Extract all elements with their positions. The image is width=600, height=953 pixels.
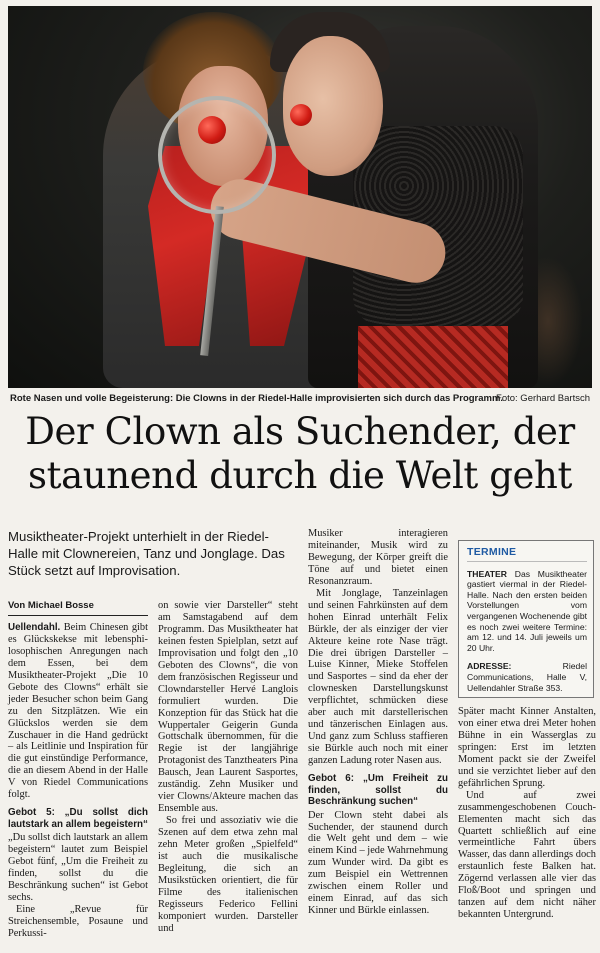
col2-paragraph-1: on sowie vier Darsteller“ steht am Samstagabend auf dem Programm. Das Musiktheater hat keinen festen Spielplan, setzt auf Improvisation und folgt den „10 Geboten des Clowns“, die von dem französischen Regisseur und Clowndarsteller Hervé Langlois formuliert wurden. Die Konzeption für das Stück hat die Wuppertaler Geigerin Gunda Gottschalk übernommen, für die Regie ist der langjährige Protagonist des Tanztheaters Pina Bausch, Jean Laurent Sasportes, zuständig. Zehn Musiker und vier Clowns/Akteure machen das Ensemble aus. (158, 600, 298, 815)
col1-paragraph-2: „Du sollst dich lautstark an allem begeistern“ lautet zum Beispiel Gebot fünf, „Um die Freiheit zu finden, sollst du die Beschränkung suchen“ ist Gebot sechs. (8, 832, 148, 904)
magnifying-glass (158, 96, 276, 214)
adresse-text: Riedel Communications, Halle V, Uellendahler Straße 353. (467, 661, 587, 693)
headline-line-2: staunend durch die Welt geht (28, 454, 572, 497)
photo-credit: Foto: Gerhard Bartsch (496, 393, 590, 404)
headline-line-1: Der Clown als Suchender, der (25, 410, 575, 453)
subhead-gebot-6: Gebot 6: „Um Freiheit zu finden, sollst du Beschränkung suchen“ (308, 773, 448, 808)
clowns-photo (8, 6, 592, 388)
col1-paragraph-3: Eine „Revue für Streichensemble, Posaune und Perkussi- (8, 903, 148, 939)
column-1 (8, 600, 148, 940)
column-4 (458, 706, 596, 921)
col1-paragraph-1: Beim Chinesen gibt es Glückskekse mit lebensphi-losophischen Anregungen nach dem Essen, bei dem Musiktheater-Projekt „Die 10 Gebote des Clowns“ erhält sie jeder Besucher schon beim Gang zu den Sitzplätzen. Wie ein Glückslos werden sie dem Zuschauer in die Hand gedrückt – als Leitlinie und Inspiration für die gut einstündige Performance, die an diesem Abend in der Halle V von Riedel Communications folgt. (8, 621, 148, 801)
col3-paragraph-2: Mit Jonglage, Tanzeinlagen und seinen Fahrkünsten auf dem hohen Einrad unterhält Felix Bürkle, der als einziger der vier Akteure keine rote Nase trägt. Die drei übrigen Darsteller – Luise Kinner, Mieke Stoffelen und Sasportes – sind da eher der clownesken Darstellungskunst verpflichtet, schmücken diese aber auch mit darstellerischen und tänzerischen Einlagen aus. Und ganz zum Schluss staffieren sie Bürkle auch noch mit einer ganzen Ladung roter Nasen aus. (308, 587, 448, 767)
column-2 (158, 600, 298, 935)
photo-caption: Rote Nasen und volle Begeisterung: Die Clowns in der Riedel-Halle improvisierten sich durch das Programm. (10, 393, 504, 404)
theater-label: THEATER (467, 568, 507, 579)
col3-paragraph-3: Der Clown steht dabei als Suchender, der staunend durch die Welt geht und dem – wie einem Kind – jede Wahrnehmung zum Wunder wird. Da gibt es zum Beispiel ein Wettrennen zwischen einem Roller und einem Einrad, auf das sich Kinner und Bürkle einlassen. (308, 809, 448, 917)
dateline: Uellendahl. (8, 621, 61, 633)
adresse-label: ADRESSE: (467, 661, 512, 672)
red-nose-left (198, 116, 226, 144)
theater-text: Das Musiktheater gastiert viermal in der Riedel-Halle. Nach den ersten beiden Vorstellungen vom vergangenen Wochenende gibt es noch zwei weitere Termine: am 12. und 14. Juli jeweils um 20 Uhr. (467, 568, 587, 653)
byline: Von Michael Bosse (8, 600, 148, 616)
subhead-gebot-5: Gebot 5: „Du sollst dich lautstark an allem begeistern“ (8, 807, 148, 830)
col2-paragraph-2: So frei und assoziativ wie die Szenen auf dem etwa zehn mal zehn Meter großen „Spielfeld“ ist auch die musikalische Begleitung, die sich an Musikstücken orientiert, die für Filme des italienischen Regisseurs Federico Fellini komponiert wurden. Darsteller und (158, 815, 298, 934)
column-3 (308, 528, 448, 917)
col4-paragraph-1: Später macht Kinner Anstalten, von einer etwa drei Meter hohen Bühne in ein Wasserglas zu springen: Erst im letzten Moment packt sie der Zweifel und sie verzichtet lieber auf den gefährlichen Sprung. (458, 706, 596, 789)
termine-title: TERMINE (467, 547, 587, 562)
photo-caption-bar (8, 390, 592, 406)
col4-paragraph-2: Und auf zwei zusammengeschobenen Couch-Elementen macht sich das Quartett schließlich auf eine vermeintliche Fahrt übers Wasser, das dann allerdings doch erstaunlich feste Balken hat. Zögernd verlassen alle vier das Floß/Boot und springen und tanzen auf dem nicht näher bekannten Untergrund. (458, 789, 596, 921)
headline (10, 410, 590, 498)
deck: Musiktheater-Projekt unterhielt in der Riedel-Halle mit Clownereien, Tanz und Jonglage. Das Stück setzt auf Improvisation. (8, 529, 285, 578)
col3-paragraph-1: Musiker interagieren miteinander, Musik wird zu Bewegung, der Körper greift die Töne auf und bietet einen Resonanzraum. (308, 528, 448, 587)
termine-box (458, 540, 594, 698)
red-nose-right (290, 104, 312, 126)
